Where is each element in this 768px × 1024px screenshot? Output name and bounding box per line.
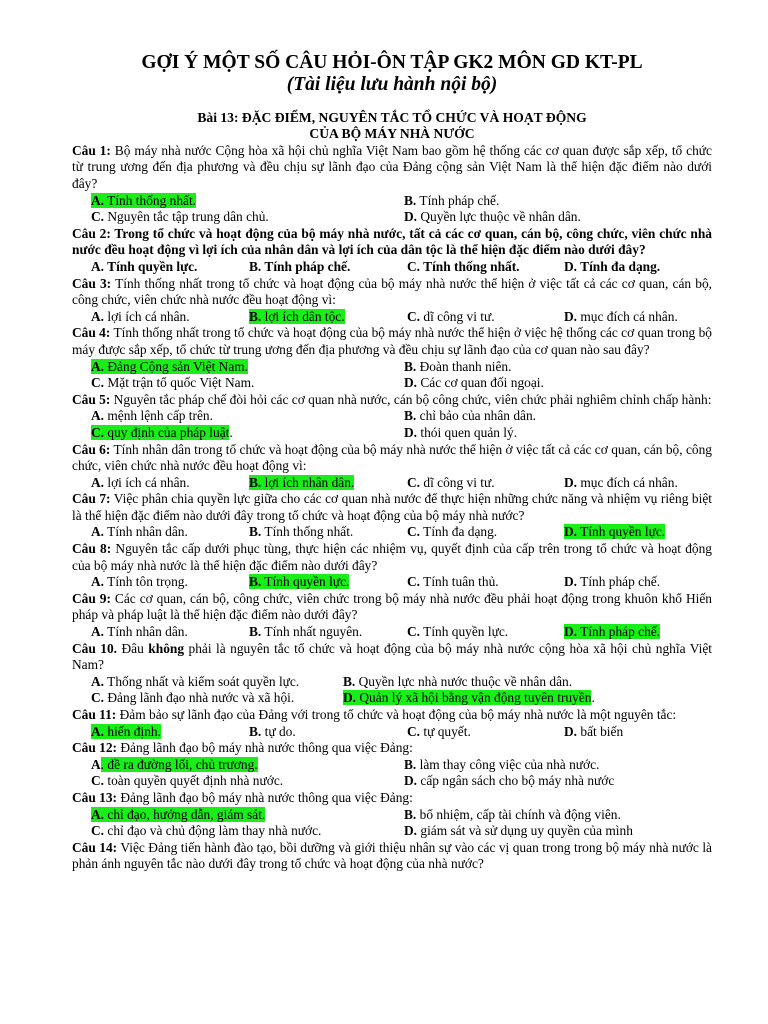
option-row [72, 309, 712, 326]
question-body: Đảm bảo sự lãnh đạo của Đảng với trong tổ chức và hoạt động của bộ máy nhà nước là một nguyên tắc: [116, 707, 677, 722]
option [91, 724, 249, 741]
option [564, 309, 721, 326]
option-text: giám sát và sử dụng uy quyền của mình [417, 823, 633, 839]
question-body: Việc Đảng tiến hành đào tạo, bồi dưỡng và giới thiệu nhân sự vào các vị quan trong trong bộ máy nhà nước là phản ánh nguyên tắc nào dưới đây trong tổ chức và hoạt động của nhà nước? [72, 839, 713, 872]
option-text: lợi ích dân tộc. [261, 308, 345, 324]
option-text: chỉ bảo của nhân dân. [416, 408, 537, 424]
question-label: Câu 2: [72, 225, 111, 241]
option-row [72, 259, 712, 276]
option [407, 259, 564, 276]
question-text [72, 276, 712, 309]
option [407, 574, 564, 591]
option-key: B. [249, 474, 262, 490]
option-text: Tính tuân thủ. [420, 574, 499, 590]
option-key: D. [564, 308, 578, 324]
answer-highlight [249, 309, 345, 324]
answer-highlight [91, 359, 248, 374]
option-text: mục đích cá nhân. [577, 308, 678, 324]
option-text: tự quyết. [420, 723, 471, 739]
question-text [72, 641, 712, 674]
lesson-heading-line-2: CỦA BỘ MÁY NHÀ NƯỚC [309, 126, 475, 142]
option-key: C. [407, 624, 421, 640]
option-text: Quản lý xã hội bằng vận động tuyên truyền [356, 690, 592, 706]
question-label: Câu 13: [72, 789, 118, 805]
option-key: A. [91, 258, 105, 274]
option-text: Tính quyền lực. [261, 574, 350, 590]
question-text [72, 143, 712, 193]
option [564, 574, 721, 591]
question-text [72, 740, 712, 757]
question-body: Đảng lãnh đạo bộ máy nhà nước thông qua việc Đảng: [117, 740, 413, 756]
option [91, 309, 249, 326]
option-text: bất biến [577, 723, 624, 739]
option-row [72, 524, 712, 541]
question-block [72, 740, 712, 790]
option-key: C. [407, 574, 421, 590]
option-text: lợi ích cá nhân. [104, 308, 190, 324]
answer-highlight [564, 624, 660, 639]
question-text [72, 491, 712, 524]
option [91, 690, 343, 707]
option-key: C. [91, 690, 105, 706]
option-key: A. [91, 308, 105, 324]
option [91, 757, 404, 774]
option-text: Tính tôn trọng. [104, 574, 188, 590]
option-row [72, 807, 712, 824]
question-body: Nguyên tắc cấp dưới phục tùng, thực hiện các nhiệm vụ, quyết định của cấp trên trong tổ chức và hoạt động của bộ máy nhà nước là thể hiện đặc điểm nào dưới đây? [72, 541, 712, 573]
option-key: C. [91, 773, 105, 789]
option-text: Tính nhân dân. [104, 524, 188, 540]
option [91, 807, 404, 824]
lesson-heading-line-1: Bài 13: ĐẶC ĐIỂM, NGUYÊN TẮC TỔ CHỨC VÀ HOẠT ĐỘNG [197, 110, 587, 125]
option-text: Tính quyền lực. [577, 524, 666, 540]
answer-highlight [91, 425, 229, 440]
option-text: Tính đa dạng. [577, 258, 661, 274]
option-row [72, 375, 712, 392]
option [407, 475, 564, 492]
option-key: C. [407, 723, 421, 739]
option [343, 690, 656, 707]
option-key: D. [404, 823, 418, 839]
option-text: chỉ đạo, hướng dẫn, giám sát. [104, 806, 266, 822]
option [91, 408, 404, 425]
option [91, 475, 249, 492]
option-key: D. [404, 424, 418, 440]
option [91, 193, 404, 210]
answer-highlight [91, 193, 196, 208]
option [564, 724, 721, 741]
option-text: dĩ công vi tư. [420, 308, 495, 324]
answer-highlight [249, 475, 354, 490]
option-key: A. [91, 624, 105, 640]
option-key: B. [249, 524, 262, 540]
option-row [72, 757, 712, 774]
question-block [72, 392, 712, 442]
option [91, 574, 249, 591]
option-text: dĩ công vi tư. [420, 474, 495, 490]
option-key: D. [343, 690, 357, 706]
option-row [72, 574, 712, 591]
option-key: C. [407, 524, 421, 540]
option-row [72, 408, 712, 425]
option-key: C. [91, 823, 105, 839]
option-row [72, 475, 712, 492]
question-text [72, 325, 712, 358]
option-text: Đảng lãnh đạo nhà nước và xã hội. [104, 690, 295, 706]
option-text: bổ nhiệm, cấp tài chính và động viên. [416, 806, 621, 822]
question-body: Bộ máy nhà nước Cộng hòa xã hội chủ nghĩa Việt Nam bao gồm hệ thống các cơ quan được sắp xếp, tổ chức từ trung ương đến địa phương và đều chịu sự lãnh đạo của Đảng cộng sản Việt Nam là thể hiện đặc điểm nào dưới đây? [72, 142, 712, 191]
option-text: thói quen quản lý. [417, 424, 518, 440]
option [404, 807, 717, 824]
question-block [72, 790, 712, 840]
option-key: C. [91, 424, 105, 440]
question-label: Câu 3: [72, 275, 112, 291]
option-key: D. [404, 209, 418, 225]
option-trailing-text: . [591, 690, 595, 706]
option-key: B. [249, 723, 262, 739]
option-row [72, 823, 712, 840]
option-key: A [91, 756, 101, 772]
option-row [72, 359, 712, 376]
option-text: Tính nhân dân. [104, 624, 188, 640]
option [249, 624, 407, 641]
option-text: làm thay công việc của nhà nước. [416, 756, 600, 772]
option [343, 674, 656, 691]
option [404, 375, 717, 392]
option [91, 359, 404, 376]
question-body: Việc phân chia quyền lực giữa cho các cơ quan nhà nước để thực hiện những chức năng và nhiệm vụ riêng biệt là thể hiện đặc điểm nào dưới đây trong tổ chức và hoạt động của bộ máy nhà nước? [72, 491, 712, 523]
question-block [72, 707, 712, 740]
option [91, 674, 343, 691]
option [249, 724, 407, 741]
option-key: B. [249, 308, 262, 324]
question-body: phải là nguyên tắc tổ chức và hoạt động của bộ máy nhà nước cộng hòa xã hội chủ nghĩa Việt Nam? [72, 640, 712, 673]
option-key: C. [91, 375, 105, 391]
option [249, 574, 407, 591]
option-key: A. [91, 408, 105, 424]
option [407, 524, 564, 541]
option-key: A. [91, 524, 105, 540]
option-text: lợi ích nhân dân. [261, 474, 355, 490]
option-key: B. [404, 756, 417, 772]
option-key: D. [404, 375, 418, 391]
option-key: A. [91, 806, 105, 822]
option [404, 773, 717, 790]
option-text: Các cơ quan đối ngoại. [417, 375, 544, 391]
option-text: cấp ngân sách cho bộ máy nhà nước [417, 773, 615, 789]
question-text [72, 442, 712, 475]
question-body: Tính thống nhất trong tổ chức và hoạt động của bộ máy nhà nước thể hiện ở việc hệ thống các cơ quan trong bộ máy được sắp xếp, tổ chức từ trung ương đến địa phương và đều chịu sự lãnh đạo của cơ quan nào sau đây? [72, 325, 712, 357]
question-body: Các cơ quan, cán bộ, công chức, viên chức trong bộ máy nhà nước đều phải hoạt động trong khuôn khổ Hiến pháp và pháp luật là thể hiện đặc điểm nào dưới đây? [72, 590, 712, 623]
question-body: Trong tổ chức và hoạt động của bộ máy nhà nước, tất cả các cơ quan, cán bộ, công chức, viên chức nhà nước đều hoạt động vì lợi ích của nhân dân và lợi ích của dân tộc là thể hiện đặc điểm nào dưới đây? [72, 225, 712, 258]
option-text: mệnh lệnh cấp trên. [104, 408, 213, 424]
option-trailing-text: . [229, 424, 233, 440]
option [404, 359, 717, 376]
question-label: Câu 9: [72, 590, 111, 606]
option-row [72, 624, 712, 641]
option-text: Tính nhất nguyên. [261, 624, 363, 640]
question-block [72, 491, 712, 541]
question-label: Câu 7: [72, 491, 111, 507]
option-key: A. [91, 474, 105, 490]
option [404, 757, 717, 774]
answer-highlight [564, 524, 665, 539]
option-text: Tính thống nhất. [104, 192, 197, 208]
answer-highlight [101, 757, 258, 772]
option [91, 425, 404, 442]
question-label: Câu 10. [72, 640, 118, 656]
question-body: Nguyên tắc pháp chế đòi hỏi các cơ quan nhà nước, cán bộ công chức, viên chức phải nghiêm chỉnh chấp hành: [110, 391, 712, 407]
option-text: Nguyên tắc tập trung dân chủ. [104, 209, 269, 225]
option-text: toàn quyền quyết định nhà nước. [104, 773, 284, 789]
question-block [72, 276, 712, 326]
option-row [72, 690, 712, 707]
option [404, 209, 717, 226]
option-key: B. [404, 192, 417, 208]
question-block [72, 325, 712, 391]
option-row [72, 674, 712, 691]
question-label: Câu 11: [72, 707, 117, 722]
option-text: hiến định. [104, 723, 161, 739]
option [91, 259, 249, 276]
option-key: B. [404, 358, 417, 374]
question-text [72, 790, 712, 807]
option-key: B. [343, 673, 356, 689]
option-key: C. [407, 308, 421, 324]
option [404, 408, 717, 425]
question-body: Tính nhân dân trong tổ chức và hoạt động của bộ máy nhà nước thể hiện ở việc tất cả các cơ quan, cán bộ, công chức, viên chức nhà nước đều hoạt động vì: [72, 441, 712, 474]
option-key: D. [564, 723, 578, 739]
question-label: Câu 14: [72, 839, 118, 855]
option-key: D. [404, 773, 418, 789]
question-text [72, 226, 712, 259]
option [91, 773, 404, 790]
option-key: D. [564, 524, 578, 540]
option-text: Tính thống nhất. [261, 524, 354, 540]
question-block [72, 641, 712, 707]
question-label: Câu 12: [72, 740, 118, 756]
question-body: Đảng lãnh đạo bộ máy nhà nước thông qua việc Đảng: [117, 789, 413, 805]
question-label: Câu 4: [72, 325, 111, 341]
option-key: D. [564, 574, 578, 590]
option [249, 524, 407, 541]
document-subtitle: (Tài liệu lưu hành nội bộ) [286, 74, 498, 95]
question-text [72, 707, 712, 724]
question-label: Câu 6: [72, 441, 111, 457]
option [404, 823, 717, 840]
option-key: A. [91, 358, 105, 374]
option [404, 425, 717, 442]
option-text: Đoàn thanh niên. [416, 358, 512, 374]
option-text: Tính pháp chế. [416, 192, 500, 208]
option [91, 524, 249, 541]
question-body: Tính thống nhất trong tổ chức và hoạt động của bộ máy nhà nước thể hiện ở việc tất cả các cơ quan, cán bộ, công chức, viên chức nhà nước đều hoạt động vì: [72, 275, 712, 308]
option [91, 823, 404, 840]
option-text: Thống nhất và kiểm soát quyền lực. [104, 673, 300, 689]
question-block [72, 143, 712, 226]
option [91, 624, 249, 641]
option-text: Quyền lực nhà nước thuộc về nhân dân. [355, 673, 573, 689]
option-row [72, 193, 712, 210]
option-text: quy định của pháp luật [104, 424, 230, 440]
option-text: . đề ra đường lối, chủ trương. [100, 756, 258, 772]
option-row [72, 425, 712, 442]
option-key: A. [91, 574, 105, 590]
option [564, 475, 721, 492]
question-label: Câu 5: [72, 391, 111, 407]
option-key: D. [564, 624, 578, 640]
option-text: Tính pháp chế. [261, 258, 351, 274]
option-text: chỉ đạo và chủ động làm thay nhà nước. [104, 823, 322, 839]
option [91, 375, 404, 392]
option-key: B. [249, 574, 262, 590]
option-key: C. [407, 258, 421, 274]
option-key: B. [404, 806, 417, 822]
option-text: lợi ích cá nhân. [104, 474, 190, 490]
option-text: Tính quyền lực. [420, 624, 509, 640]
question-label: Câu 1: [72, 142, 111, 158]
answer-highlight [91, 807, 265, 822]
question-text [72, 591, 712, 624]
option-key: B. [249, 258, 262, 274]
option [564, 259, 721, 276]
option [564, 624, 721, 641]
option [91, 209, 404, 226]
option [249, 309, 407, 326]
question-emphasis: không [148, 640, 185, 656]
question-block [72, 591, 712, 641]
question-body-prefix: Đâu [117, 640, 149, 656]
option-key: D. [564, 258, 578, 274]
option-text: tự do. [261, 723, 296, 739]
question-block [72, 541, 712, 591]
option-text: mục đích cá nhân. [577, 474, 678, 490]
question-block [72, 442, 712, 492]
option-key: B. [249, 624, 262, 640]
option-row [72, 209, 712, 226]
option-key: A. [91, 192, 105, 208]
option-text: Tính pháp chế. [577, 624, 661, 640]
answer-highlight [91, 724, 161, 739]
option-text: Tính quyền lực. [104, 258, 198, 274]
option-key: A. [91, 673, 105, 689]
option-key: D. [564, 474, 578, 490]
document-title: GỢI Ý MỘT SỐ CÂU HỎI-ÔN TẬP GK2 MÔN GD KT-PL [141, 52, 643, 73]
option-key: B. [404, 408, 417, 424]
option-text: Tính đa dạng. [420, 524, 498, 540]
question-block [72, 840, 712, 873]
option-text: Quyền lực thuộc về nhân dân. [417, 209, 581, 225]
option-row [72, 724, 712, 741]
option-key: A. [91, 723, 105, 739]
question-block [72, 226, 712, 276]
option-text: Tính thống nhất. [420, 258, 520, 274]
option [407, 624, 564, 641]
option-text: Tính pháp chế. [577, 574, 661, 590]
option-text: Đảng Cộng sản Việt Nam. [104, 358, 249, 374]
option [407, 724, 564, 741]
option [249, 475, 407, 492]
option-key: C. [407, 474, 421, 490]
answer-highlight [249, 574, 349, 589]
option [407, 309, 564, 326]
option-key: C. [91, 209, 105, 225]
option-row [72, 773, 712, 790]
question-label: Câu 8: [72, 541, 112, 557]
option-text: Mặt trận tổ quốc Việt Nam. [104, 375, 255, 391]
option [404, 193, 717, 210]
question-text [72, 541, 712, 574]
option [249, 259, 407, 276]
answer-highlight [343, 690, 591, 705]
question-text [72, 840, 712, 873]
option [564, 524, 721, 541]
question-text [72, 392, 712, 409]
